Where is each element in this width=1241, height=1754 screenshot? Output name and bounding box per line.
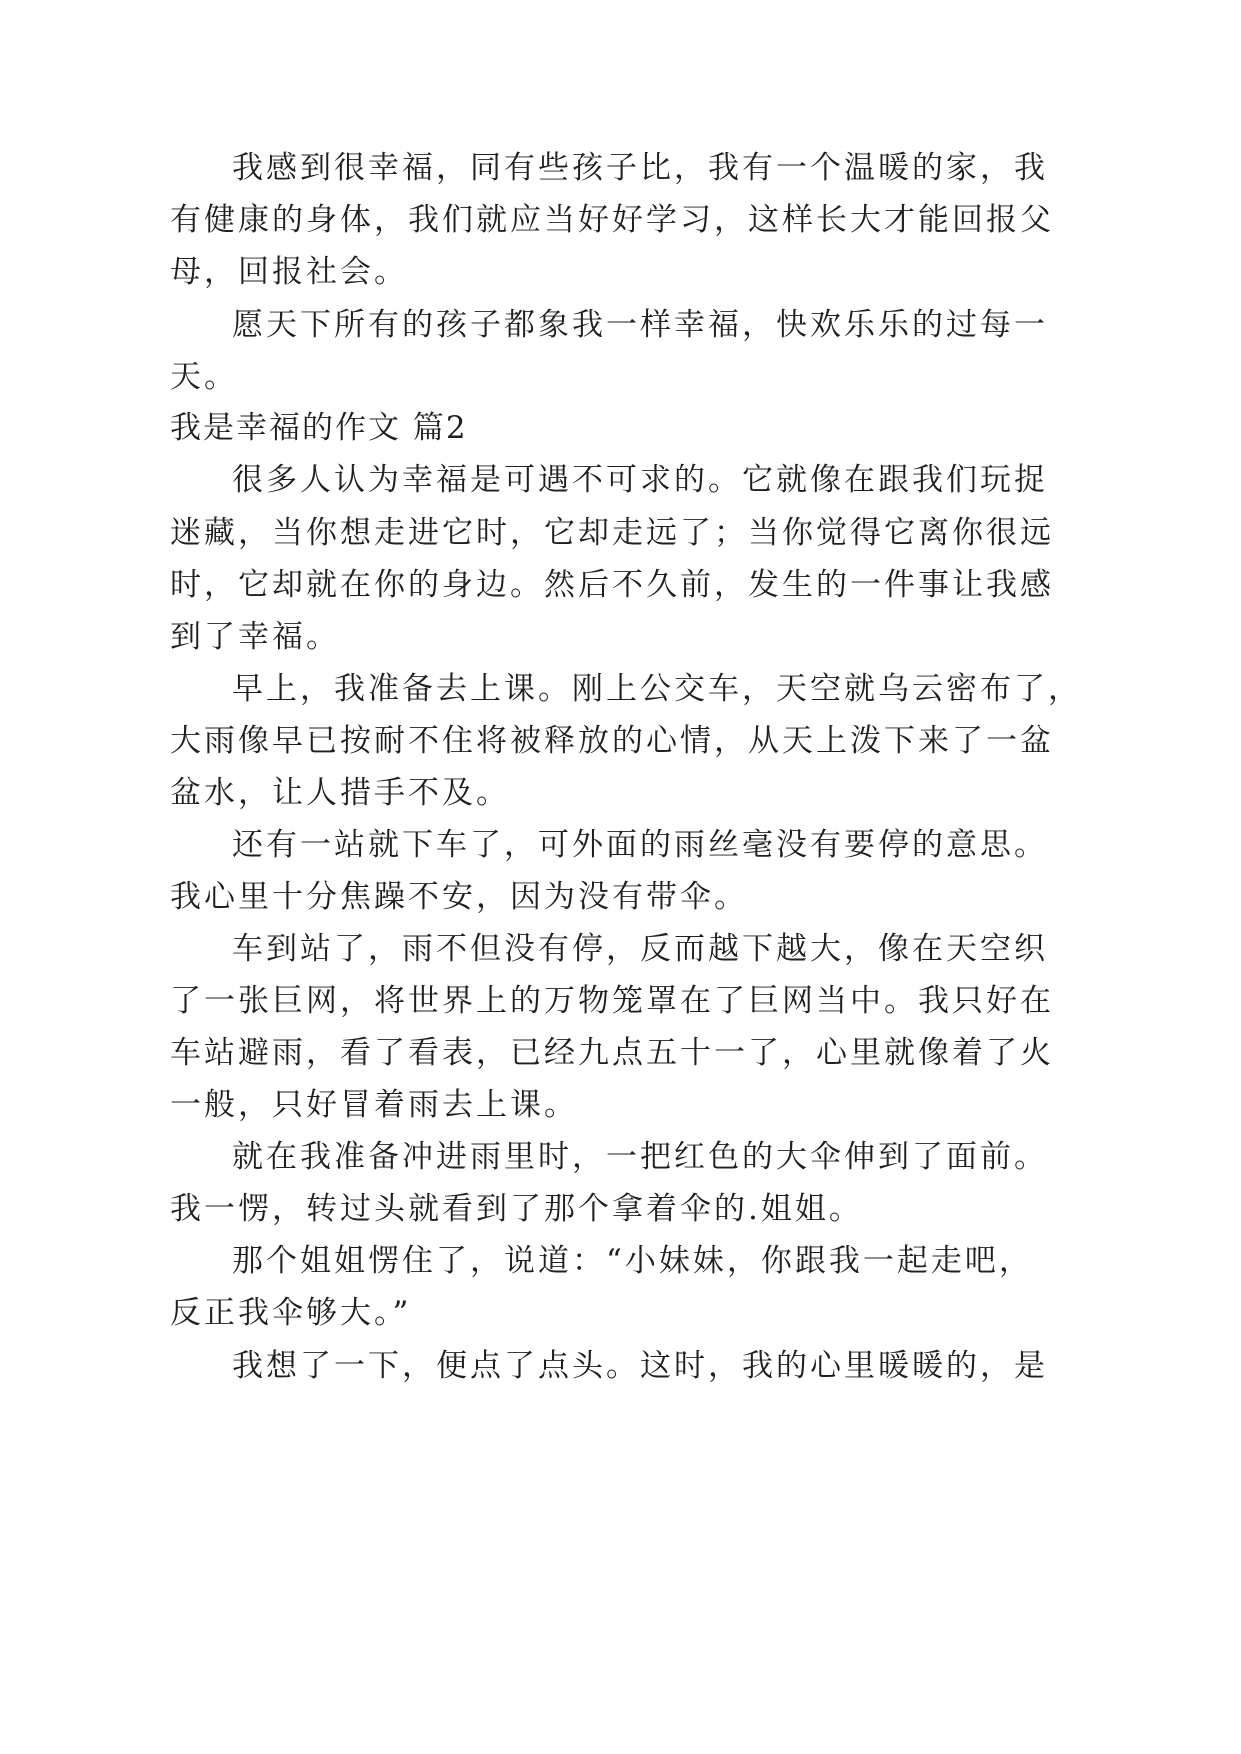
text-line: 还有一站就下车了，可外面的雨丝毫没有要停的意思。 bbox=[232, 827, 1048, 863]
text-line: 车站避雨，看了看表，已经九点五十一了，心里就像着了火 bbox=[170, 1035, 1054, 1071]
text-line: 就在我准备冲进雨里时，一把红色的大伞伸到了面前。 bbox=[232, 1139, 1048, 1175]
text-line: 一般，只好冒着雨去上课。 bbox=[170, 1087, 578, 1123]
text-line: 到了幸福。 bbox=[170, 619, 340, 655]
text-line: 时，它却就在你的身边。然后不久前，发生的一件事让我感 bbox=[170, 567, 1054, 603]
text-line: 车到站了，雨不但没有停，反而越下越大，像在天空织 bbox=[232, 931, 1048, 967]
text-line: 大雨像早已按耐不住将被释放的心情，从天上泼下来了一盆 bbox=[170, 723, 1054, 759]
section-heading: 我是幸福的作文 篇2 bbox=[170, 410, 468, 446]
text-line: 我心里十分焦躁不安，因为没有带伞。 bbox=[170, 879, 748, 915]
text-line: 迷藏，当你想走进它时，它却走远了；当你觉得它离你很远 bbox=[170, 515, 1054, 551]
text-line: 那个姐姐愣住了，说道：“小妹妹，你跟我一起走吧， bbox=[232, 1243, 1033, 1279]
text-line: 我感到很幸福，同有些孩子比，我有一个温暖的家，我 bbox=[232, 150, 1048, 186]
text-line: 我想了一下，便点了点头。这时，我的心里暖暖的，是 bbox=[232, 1348, 1048, 1384]
text-line: 了一张巨网，将世界上的万物笼罩在了巨网当中。我只好在 bbox=[170, 983, 1054, 1019]
text-line: 盆水，让人措手不及。 bbox=[170, 775, 510, 811]
text-line: 我一愣，转过头就看到了那个拿着伞的.姐姐。 bbox=[170, 1191, 863, 1227]
text-line: 母，回报社会。 bbox=[170, 254, 408, 290]
text-line: 反正我伞够大。” bbox=[170, 1295, 412, 1331]
text-line: 天。 bbox=[170, 359, 238, 395]
text-line: 愿天下所有的孩子都象我一样幸福，快欢乐乐的过每一 bbox=[232, 307, 1048, 343]
text-line: 有健康的身体，我们就应当好好学习，这样长大才能回报父 bbox=[170, 202, 1054, 238]
text-line: 很多人认为幸福是可遇不可求的。它就像在跟我们玩捉 bbox=[232, 462, 1048, 498]
text-line: 早上，我准备去上课。刚上公交车，天空就乌云密布了， bbox=[232, 671, 1082, 707]
